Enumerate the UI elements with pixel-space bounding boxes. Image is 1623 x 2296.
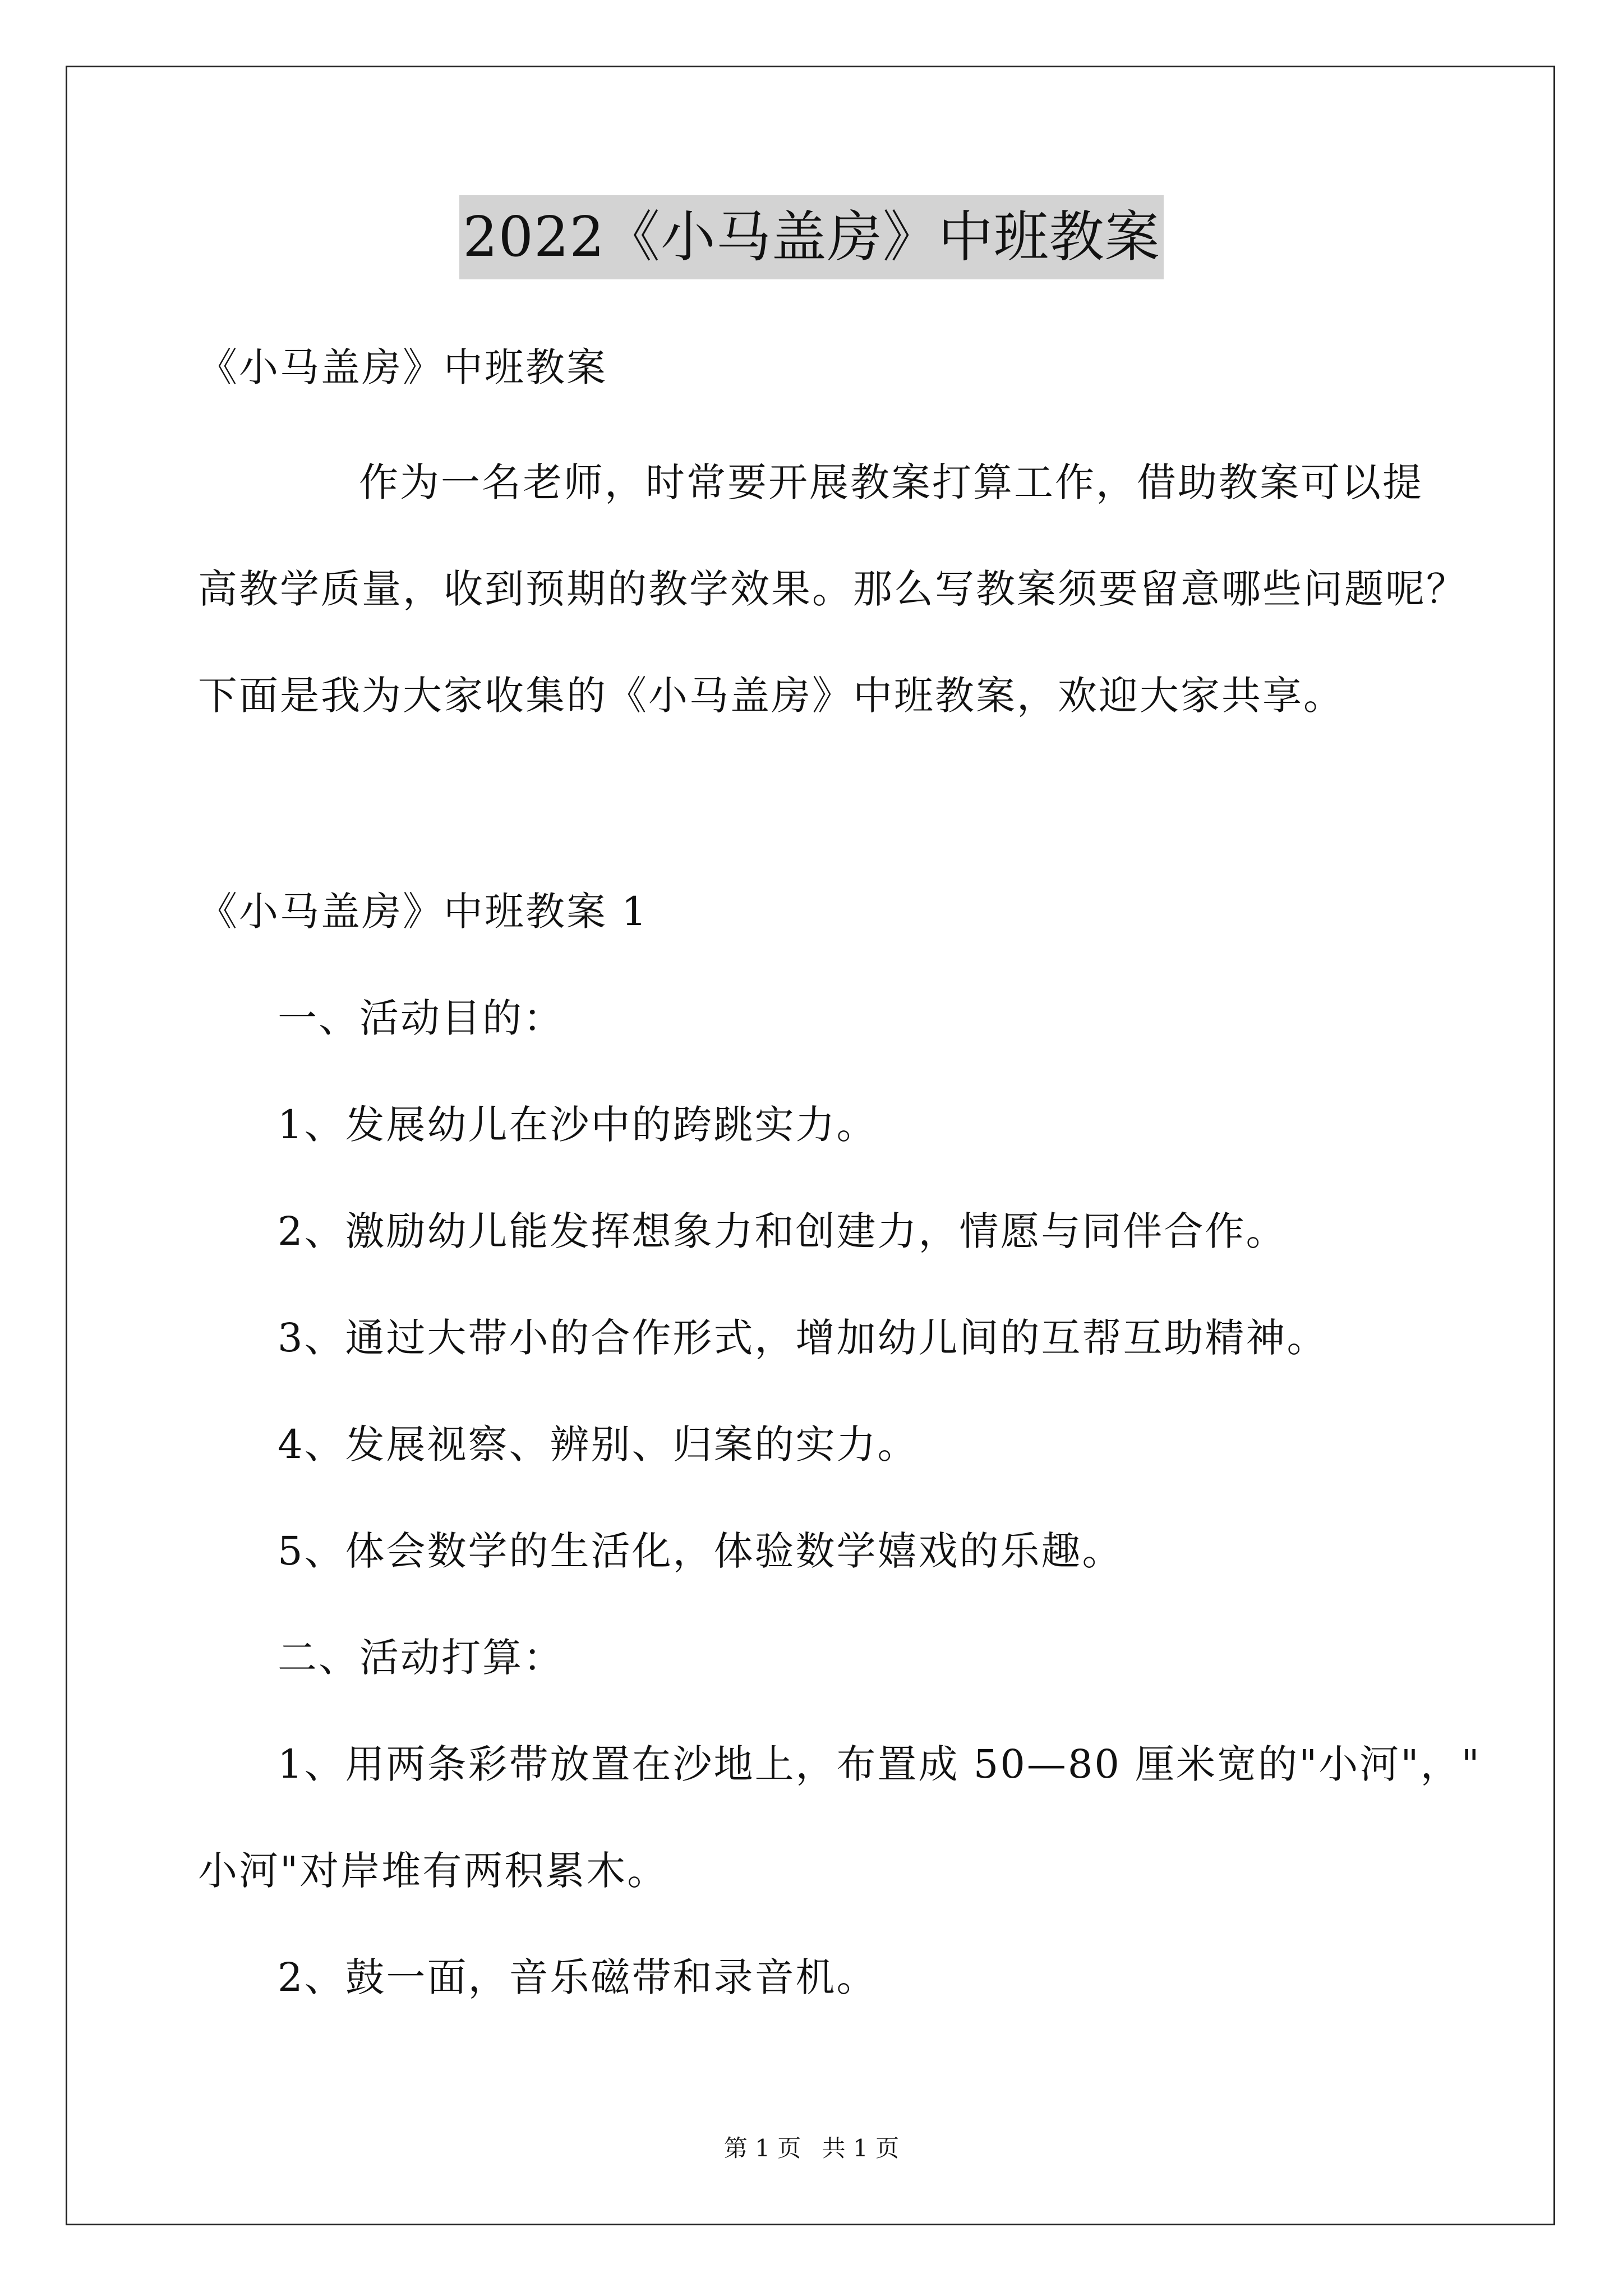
goal-item: 2、激励幼儿能发挥想象力和创建力，情愿与同伴合作。 [278, 1208, 1287, 1254]
document-title: 2022《小马盖房》中班教案 [459, 195, 1163, 279]
prep-item: 1、用两条彩带放置在沙地上，布置成 50—80 厘米宽的"小河"，" [278, 1741, 1481, 1787]
page-footer [0, 2132, 1623, 2165]
goal-item: 4、发展视察、辨别、归案的实力。 [278, 1421, 919, 1467]
page-total: 共 1 页 [822, 2134, 900, 2162]
title-container [0, 195, 1623, 279]
intro-line-2: 高教学质量，收到预期的教学效果。那么写教案须要留意哪些问题呢？ [198, 566, 1467, 612]
section-heading: 《小马盖房》中班教案 1 [198, 889, 648, 935]
prep-item-continued: 小河"对岸堆有两积累木。 [198, 1848, 668, 1894]
prep-item: 2、鼓一面，音乐磁带和录音机。 [278, 1954, 878, 2000]
intro-line-1: 作为一名老师，时常要开展教案打算工作，借助教案可以提 [359, 459, 1423, 505]
goal-item: 3、通过大带小的合作形式，增加幼儿间的互帮互助精神。 [278, 1315, 1328, 1361]
prep-heading: 二、活动打算： [278, 1635, 564, 1681]
document-subtitle: 《小马盖房》中班教案 [198, 344, 607, 390]
page-number: 第 1 页 [723, 2134, 801, 2162]
goals-heading: 一、活动目的： [278, 995, 564, 1041]
goal-item: 1、发展幼儿在沙中的跨跳实力。 [278, 1102, 878, 1148]
goal-item: 5、体会数学的生活化，体验数学嬉戏的乐趣。 [278, 1528, 1123, 1574]
intro-line-3: 下面是我为大家收集的《小马盖房》中班教案，欢迎大家共享。 [198, 673, 1344, 719]
